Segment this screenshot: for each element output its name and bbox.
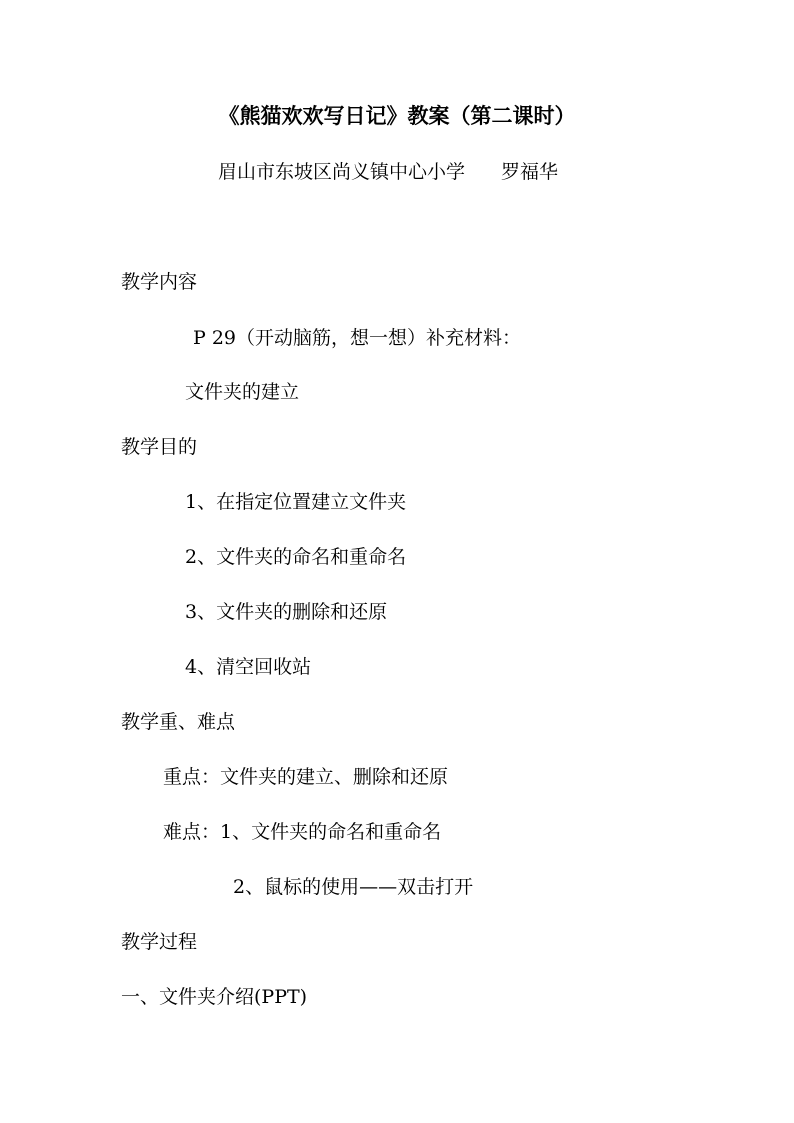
section-heading-objectives: 教学目的 (121, 436, 198, 458)
author-name: 罗福华 (501, 161, 559, 183)
section-heading-process: 教学过程 (121, 931, 198, 953)
difficulty-item: 2、鼠标的使用——双击打开 (233, 876, 474, 898)
objective-item: 2、文件夹的命名和重命名 (185, 546, 407, 568)
document-title: 《熊猫欢欢写日记》教案（第二课时） (218, 103, 576, 128)
section-heading-key-points: 教学重、难点 (121, 711, 236, 733)
key-point-item: 重点：文件夹的建立、删除和还原 (163, 766, 449, 788)
author-line (218, 160, 558, 184)
objective-item: 3、文件夹的删除和还原 (185, 601, 388, 623)
objective-item: 1、在指定位置建立文件夹 (185, 491, 407, 513)
content-item: 文件夹的建立 (185, 381, 300, 403)
process-step: 一、文件夹介绍(PPT) (121, 986, 308, 1008)
difficulty-item: 难点：1、文件夹的命名和重命名 (163, 821, 442, 843)
content-item: P 29（开动脑筋，想一想）补充材料： (193, 327, 522, 349)
school-name: 眉山市东坡区尚义镇中心小学 (218, 161, 466, 183)
section-heading-content: 教学内容 (121, 271, 198, 293)
objective-item: 4、清空回收站 (185, 656, 312, 678)
